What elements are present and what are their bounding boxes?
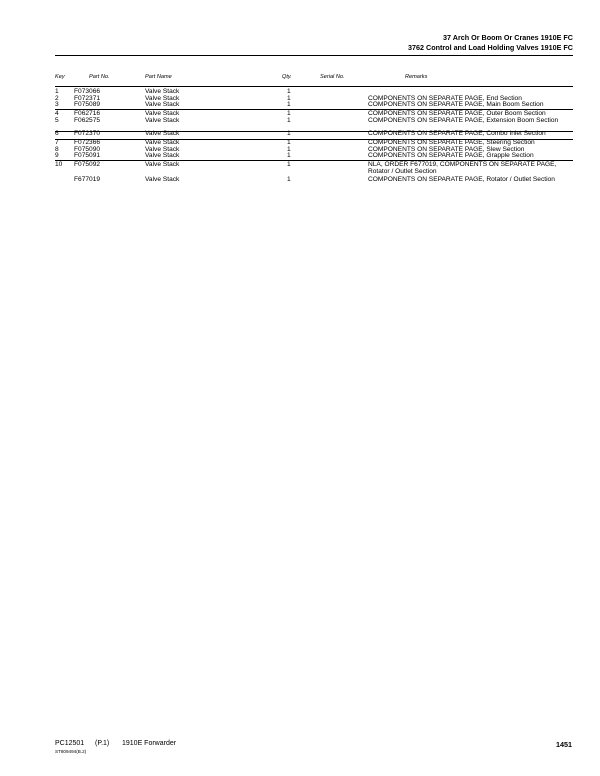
row-qty: 1 — [287, 101, 291, 108]
row-qty: 1 — [287, 116, 291, 124]
row-part-no: F073066 — [74, 88, 101, 95]
row-part-name: Valve Stack — [145, 145, 180, 153]
col-head-serial-no: Serial No. — [320, 74, 345, 80]
col-head-part-no: Part No. — [89, 74, 110, 80]
row-part-name: Valve Stack — [145, 161, 180, 168]
row-qty: 1 — [287, 139, 291, 146]
row-qty: 1 — [287, 161, 291, 168]
row-part-name: Valve Stack — [145, 101, 180, 108]
row-key: 9 — [55, 152, 59, 159]
col-head-remarks: Remarks — [405, 74, 428, 80]
row-qty: 1 — [287, 88, 291, 95]
row-remarks: COMPONENTS ON SEPARATE PAGE, End Section — [368, 94, 522, 102]
row-key: 10 — [55, 161, 63, 168]
row-part-no: F072366 — [74, 139, 101, 146]
column-header-rule — [55, 86, 573, 87]
row-key: 8 — [55, 145, 59, 153]
row-remarks: COMPONENTS ON SEPARATE PAGE, Steering Section — [368, 139, 535, 146]
row-part-name: Valve Stack — [145, 94, 180, 102]
row-part-name: Valve Stack — [145, 152, 180, 159]
row-part-no: F062716 — [74, 110, 101, 117]
row-part-name: Valve Stack — [145, 110, 180, 117]
row-part-no: F072371 — [74, 94, 101, 102]
row-remarks: NLA, ORDER F677019, COMPONENTS ON SEPARATE PAGE, Rotator / Outlet Section — [368, 161, 557, 175]
row-part-name: Valve Stack — [145, 116, 180, 124]
row-key: 4 — [55, 110, 59, 117]
row-remarks: COMPONENTS ON SEPARATE PAGE, Rotator / Outlet Section — [368, 176, 555, 183]
row-remarks: COMPONENTS ON SEPARATE PAGE, Combo Inlet Section — [368, 130, 546, 137]
row-part-name: Valve Stack — [145, 130, 180, 137]
header-rule — [55, 55, 573, 56]
row-remarks: COMPONENTS ON SEPARATE PAGE, Main Boom Section — [368, 101, 544, 108]
footer-code: ST809494(B.2) — [55, 749, 87, 754]
row-qty: 1 — [287, 130, 291, 137]
footer-model: 1910E Forwarder — [122, 740, 177, 747]
row-remarks: COMPONENTS ON SEPARATE PAGE, Outer Boom Section — [368, 110, 546, 117]
row-remarks: COMPONENTS ON SEPARATE PAGE, Slew Section — [368, 145, 525, 153]
header-subtitle: 3762 Control and Load Holding Valves 1910E FC — [408, 43, 573, 52]
row-remarks: COMPONENTS ON SEPARATE PAGE, Extension Boom Section — [368, 116, 559, 124]
row-part-no: F075091 — [74, 152, 101, 159]
row-part-no: F072370 — [74, 130, 101, 137]
row-qty: 1 — [287, 176, 291, 183]
row-qty: 1 — [287, 152, 291, 159]
row-part-name: Valve Stack — [145, 176, 180, 183]
footer-doc-id: PC12501 — [55, 740, 85, 747]
row-part-no: F075092 — [74, 161, 101, 168]
row-part-name: Valve Stack — [145, 139, 180, 146]
row-key: 2 — [55, 94, 59, 102]
row-part-no: F677019 — [74, 176, 101, 183]
footer-page-ref: (P.1) — [95, 740, 110, 747]
row-part-no: F062575 — [74, 116, 101, 124]
page-number: 1451 — [556, 740, 572, 749]
row-key: 7 — [55, 139, 59, 146]
col-head-part-name: Part Name — [145, 74, 172, 80]
row-key: 5 — [55, 116, 59, 124]
row-key: 3 — [55, 101, 59, 108]
row-key: 1 — [55, 88, 59, 95]
col-head-qty: Qty. — [282, 74, 292, 80]
header-title: 37 Arch Or Boom Or Cranes 1910E FC — [443, 33, 573, 42]
col-head-key: Key — [55, 74, 65, 80]
row-qty: 1 — [287, 110, 291, 117]
row-key: 6 — [55, 130, 59, 137]
row-part-name: Valve Stack — [145, 88, 180, 95]
row-part-no: F075090 — [74, 145, 101, 153]
row-remarks: COMPONENTS ON SEPARATE PAGE, Grapple Section — [368, 152, 534, 159]
row-qty: 1 — [287, 145, 291, 153]
row-qty: 1 — [287, 94, 291, 102]
row-part-no: F075089 — [74, 101, 101, 108]
